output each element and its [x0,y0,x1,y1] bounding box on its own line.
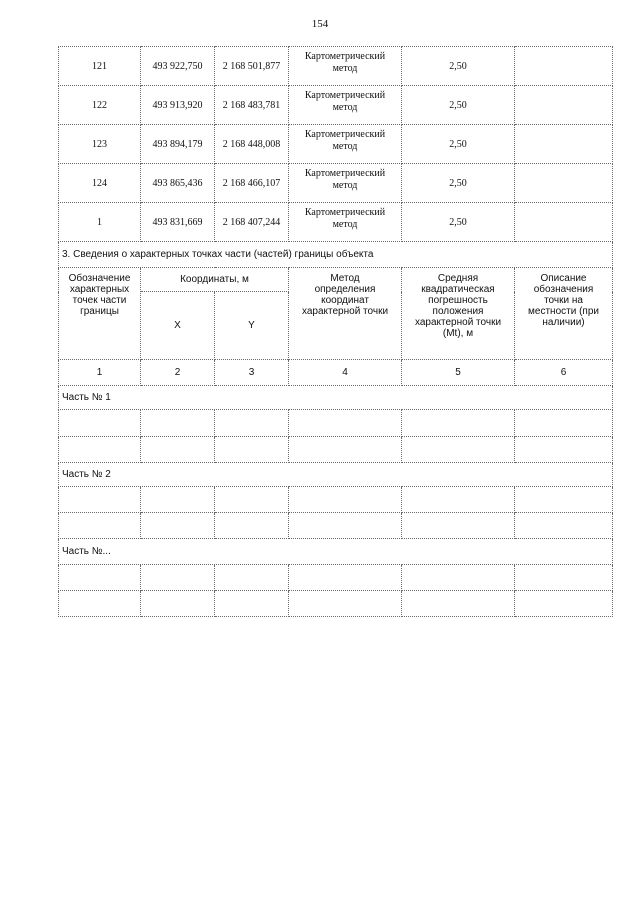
empty-cell [289,437,402,463]
part-label: Часть №... [59,539,613,565]
empty-cell [289,565,402,591]
empty-cell [141,591,215,617]
table-row [59,47,613,86]
empty-cell [289,513,402,539]
y-coordinate-cell: 2 168 501,877 [215,47,289,86]
x-coordinate-cell: 493 865,436 [141,164,215,203]
method-cell: Картометрический метод [289,125,402,164]
table-row [59,86,613,125]
description-cell [515,86,613,125]
empty-cell [515,437,613,463]
empty-cell [402,487,515,513]
empty-cell [289,410,402,437]
part-label: Часть № 2 [59,463,613,487]
empty-cell [402,513,515,539]
y-coordinate-cell: 2 168 466,107 [215,164,289,203]
part-label-row [59,539,613,565]
empty-cell [402,410,515,437]
empty-row [59,437,613,463]
empty-row [59,410,613,437]
empty-row [59,487,613,513]
empty-cell [215,565,289,591]
empty-cell [141,487,215,513]
error-cell: 2,50 [402,86,515,125]
header-point-designation: Обозначение характерных точек части границы [59,268,141,360]
header-row [59,268,613,292]
empty-cell [289,487,402,513]
error-cell: 2,50 [402,203,515,242]
column-number: 2 [141,360,215,386]
empty-cell [515,513,613,539]
empty-cell [515,591,613,617]
empty-cell [141,410,215,437]
part-label-row [59,386,613,410]
header-y: Y [215,292,289,360]
empty-cell [141,513,215,539]
x-coordinate-cell: 493 894,179 [141,125,215,164]
empty-cell [515,410,613,437]
empty-cell [402,437,515,463]
description-cell [515,125,613,164]
column-number: 6 [515,360,613,386]
method-cell: Картометрический метод [289,164,402,203]
header-method: Метод определения координат характерной точки [289,268,402,360]
empty-cell [215,513,289,539]
page-number: 154 [311,18,329,30]
empty-cell [515,565,613,591]
empty-cell [215,410,289,437]
empty-cell [59,437,141,463]
empty-cell [141,437,215,463]
method-cell: Картометрический метод [289,203,402,242]
point-number-cell: 1 [59,203,141,242]
table-row [59,203,613,242]
y-coordinate-cell: 2 168 407,244 [215,203,289,242]
error-cell: 2,50 [402,164,515,203]
empty-cell [59,591,141,617]
description-cell [515,203,613,242]
column-number: 4 [289,360,402,386]
empty-cell [215,437,289,463]
header-coordinates: Координаты, м [141,268,289,292]
empty-cell [59,513,141,539]
header-description: Описание обозначения точки на местности (при наличии) [515,268,613,360]
y-coordinate-cell: 2 168 483,781 [215,86,289,125]
empty-cell [141,565,215,591]
header-error: Средняя квадратическая погрешность положения характерной точки (Mt), м [402,268,515,360]
empty-cell [402,565,515,591]
method-cell: Картометрический метод [289,47,402,86]
y-coordinate-cell: 2 168 448,008 [215,125,289,164]
empty-cell [59,487,141,513]
column-number: 3 [215,360,289,386]
column-number: 5 [402,360,515,386]
empty-cell [289,591,402,617]
empty-cell [59,565,141,591]
section-title: 3. Сведения о характерных точках части (частей) границы объекта [59,242,613,268]
description-cell [515,164,613,203]
header-x: X [141,292,215,360]
empty-cell [215,487,289,513]
description-cell [515,47,613,86]
column-number: 1 [59,360,141,386]
point-number-cell: 123 [59,125,141,164]
empty-cell [402,591,515,617]
x-coordinate-cell: 493 922,750 [141,47,215,86]
point-number-cell: 121 [59,47,141,86]
empty-row [59,591,613,617]
part-label: Часть № 1 [59,386,613,410]
point-number-cell: 122 [59,86,141,125]
boundary-points-table [58,46,613,617]
section-title-row [59,242,613,268]
empty-row [59,513,613,539]
error-cell: 2,50 [402,47,515,86]
part-label-row [59,463,613,487]
method-cell: Картометрический метод [289,86,402,125]
error-cell: 2,50 [402,125,515,164]
table-row [59,125,613,164]
x-coordinate-cell: 493 913,920 [141,86,215,125]
point-number-cell: 124 [59,164,141,203]
empty-row [59,565,613,591]
column-numbers-row [59,360,613,386]
empty-cell [59,410,141,437]
x-coordinate-cell: 493 831,669 [141,203,215,242]
empty-cell [515,487,613,513]
table-row [59,164,613,203]
empty-cell [215,591,289,617]
